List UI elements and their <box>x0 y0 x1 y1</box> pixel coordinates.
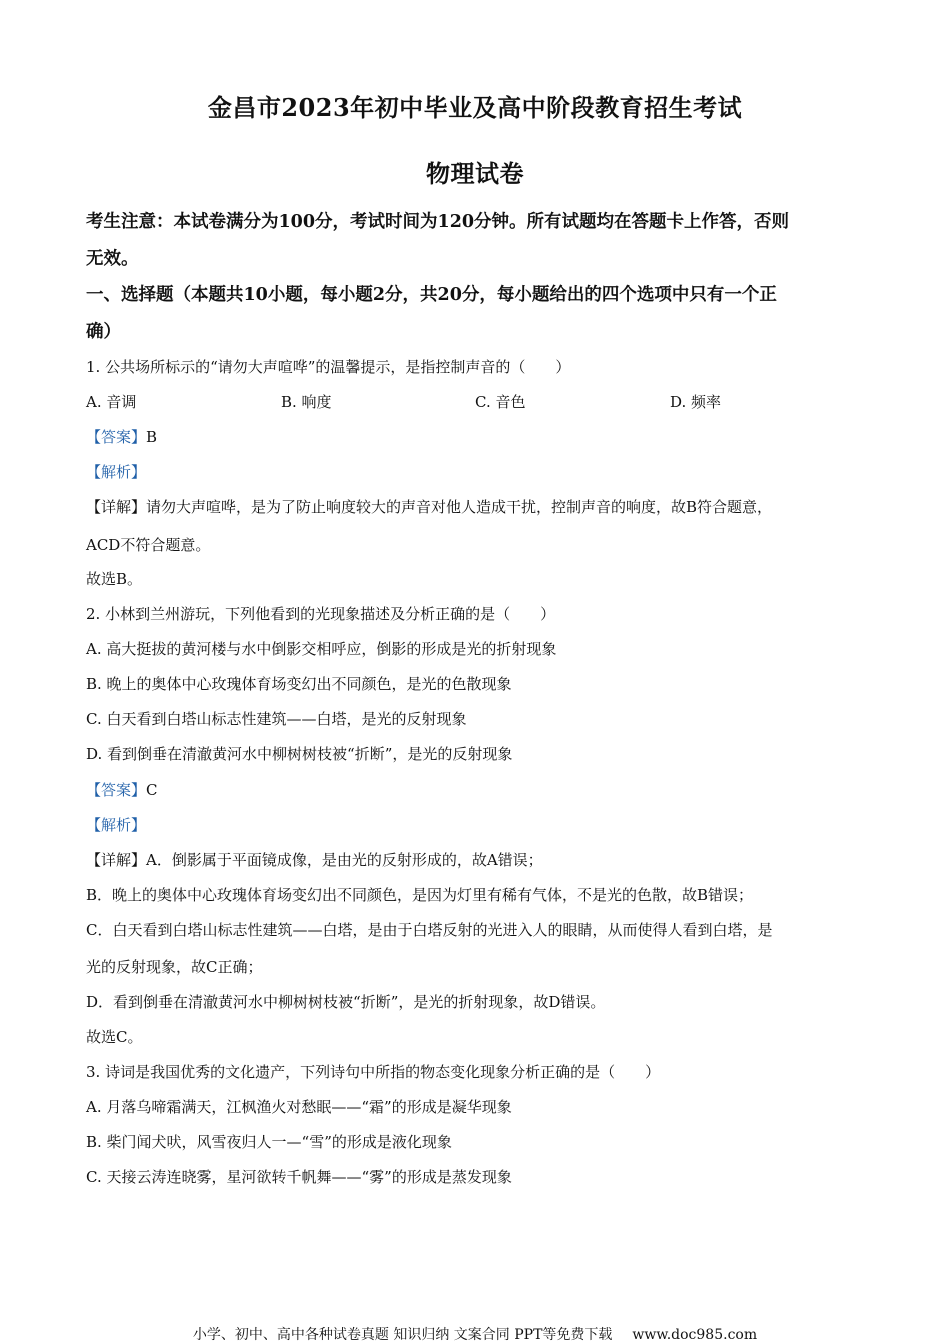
question-2-detail-a: 【详解】A．倒影属于平面镜成像，是由光的反射形成的，故A错误； <box>86 851 543 869</box>
question-2-option-b: B. 晚上的奥体中心玫瑰体育场变幻出不同颜色，是光的色散现象 <box>86 675 512 693</box>
question-1-stem: 1. 公共场所标示的“请勿大声喧哗”的温馨提示，是指控制声音的（ ） <box>86 358 571 376</box>
question-2-conclusion: 故选C。 <box>86 1028 143 1046</box>
question-1-analysis-tag: 【解析】 <box>86 463 147 481</box>
question-3-stem: 3. 诗词是我国优秀的文化遗产，下列诗句中所指的物态变化现象分析正确的是（ ） <box>86 1063 661 1081</box>
section-heading-line-2: 确） <box>86 322 121 342</box>
question-1-detail-line-2: ACD不符合题意。 <box>86 536 211 554</box>
question-2-answer <box>86 780 158 800</box>
question-1-option-c: C. 音色 <box>475 393 526 411</box>
question-3-option-a: A. 月落乌啼霜满天，江枫渔火对愁眠——“霜”的形成是凝华现象 <box>86 1098 512 1116</box>
section-heading <box>86 277 866 351</box>
footer-text: 小学、初中、高中各种试卷真题 知识归纳 文案合同 PPT等免费下载 <box>192 1327 613 1343</box>
answer-tag: 【答案】 <box>86 781 147 799</box>
exam-title: 金昌市2023年初中毕业及高中阶段教育招生考试 <box>207 93 743 122</box>
question-1-detail-line-1: 【详解】请勿大声喧哗，是为了防止响度较大的声音对他人造成干扰，控制声音的响度，故B符合题意， <box>86 498 773 516</box>
question-1-option-a: A. 音调 <box>86 393 137 411</box>
answer-value: C <box>146 781 158 799</box>
question-1-option-d: D. 频率 <box>670 393 722 411</box>
answer-value: B <box>146 428 158 446</box>
question-2-detail-c-line-1: C．白天看到白塔山标志性建筑——白塔，是由于白塔反射的光进入人的眼睛，从而使得人看到白塔，是 <box>86 921 773 939</box>
answer-tag: 【答案】 <box>86 428 147 446</box>
footer-link[interactable]: www.doc985.com <box>632 1327 758 1343</box>
question-1-conclusion: 故选B。 <box>86 570 143 588</box>
question-2-detail-d: D．看到倒垂在清澈黄河水中柳树树枝被“折断”，是光的折射现象，故D错误。 <box>86 993 606 1011</box>
question-2-option-a: A. 高大挺拔的黄河楼与水中倒影交相呼应，倒影的形成是光的折射现象 <box>86 640 557 658</box>
question-2-detail-c-line-2: 光的反射现象，故C正确； <box>86 958 263 976</box>
question-1-option-b: B. 响度 <box>281 393 332 411</box>
exam-notice <box>86 204 866 278</box>
notice-line-1: 考生注意：本试卷满分为100分，考试时间为120分钟。所有试题均在答题卡上作答，否则 <box>86 212 790 232</box>
exam-subtitle: 物理试卷 <box>426 159 524 188</box>
question-2-analysis-tag: 【解析】 <box>86 816 147 834</box>
section-heading-line-1: 一、选择题（本题共10小题，每小题2分，共20分，每小题给出的四个选项中只有一个正 <box>86 285 777 305</box>
question-3-option-b: B. 柴门闻犬吠，风雪夜归人一—“雪”的形成是液化现象 <box>86 1133 452 1151</box>
question-2-stem: 2. 小林到兰州游玩，下列他看到的光现象描述及分析正确的是（ ） <box>86 605 556 623</box>
question-2-option-c: C. 白天看到白塔山标志性建筑——白塔，是光的反射现象 <box>86 710 467 728</box>
question-2-option-d: D. 看到倒垂在清澈黄河水中柳树树枝被“折断”，是光的反射现象 <box>86 745 513 763</box>
notice-line-2: 无效。 <box>86 249 139 269</box>
question-1-answer <box>86 427 157 447</box>
page-footer <box>0 1324 950 1344</box>
question-2-detail-b: B．晚上的奥体中心玫瑰体育场变幻出不同颜色，是因为灯里有稀有气体，不是光的色散，故B错误； <box>86 886 754 904</box>
question-3-option-c: C. 天接云涛连晓雾，星河欲转千帆舞——“雾”的形成是蒸发现象 <box>86 1168 512 1186</box>
